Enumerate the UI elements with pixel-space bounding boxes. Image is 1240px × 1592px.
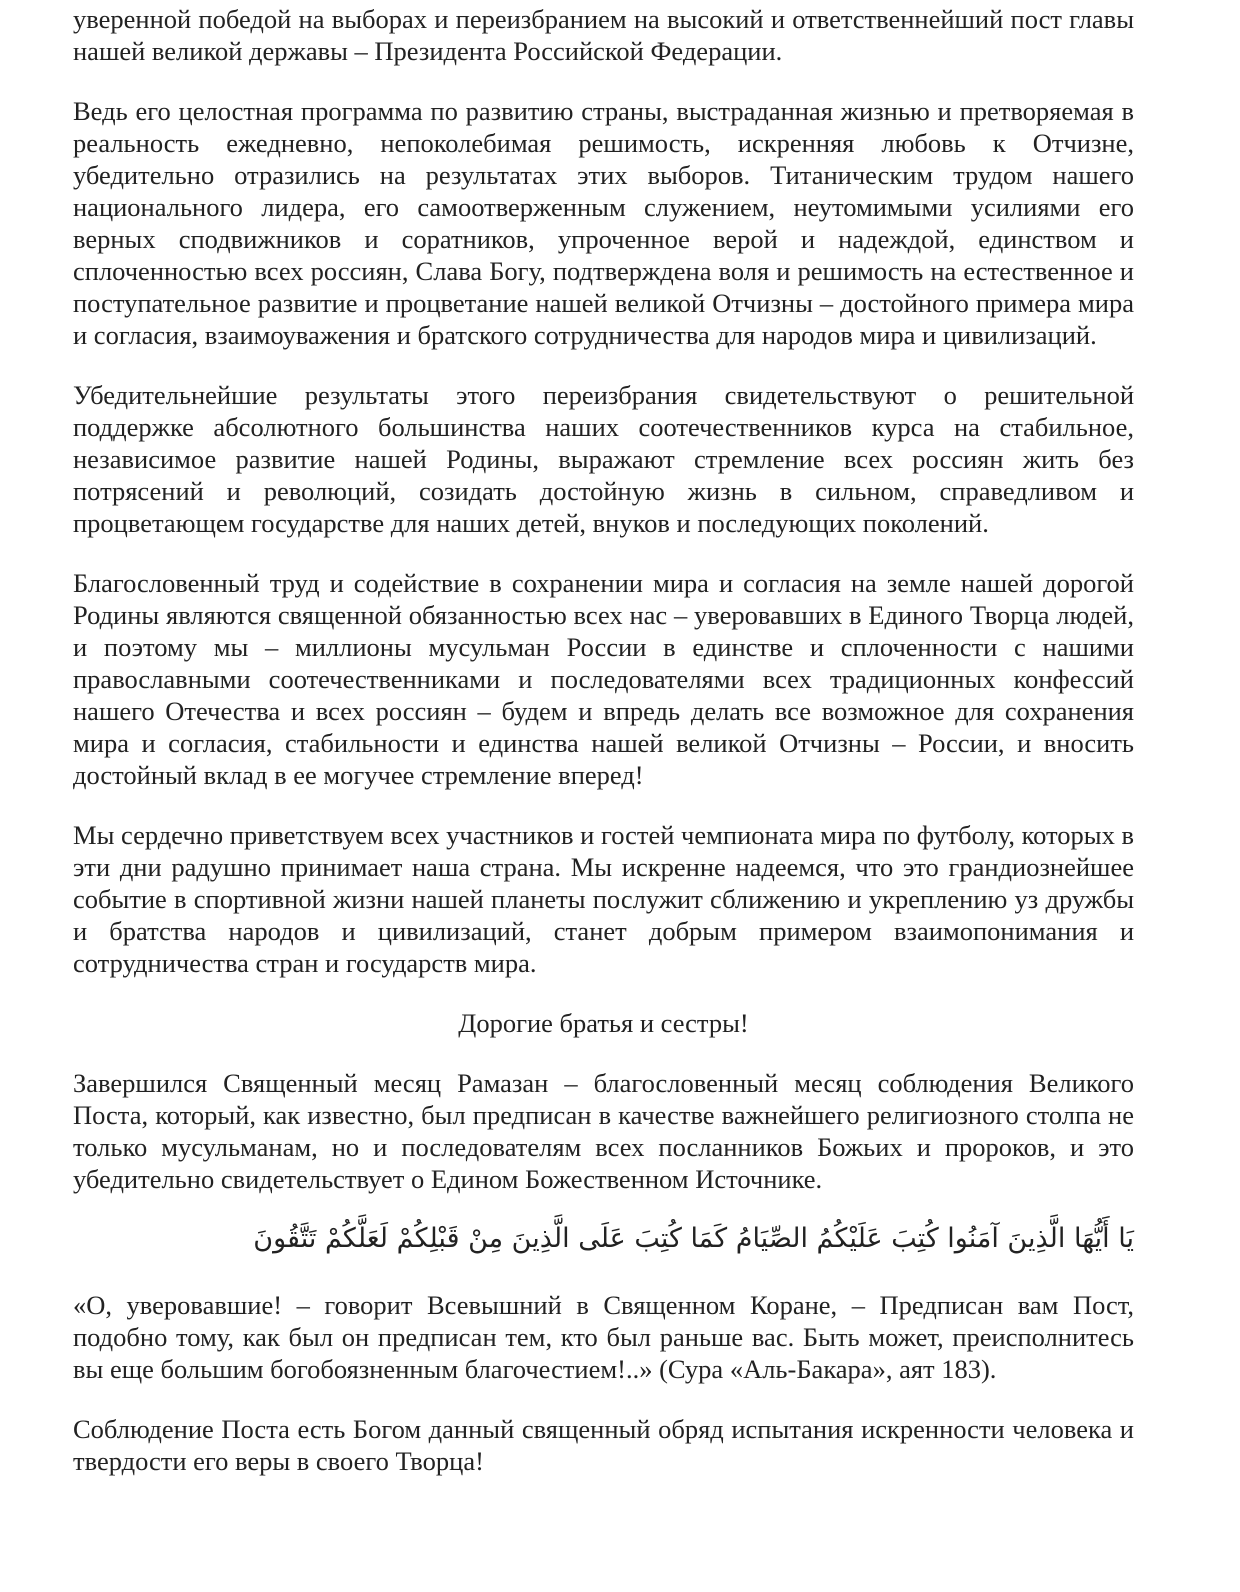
paragraph-reelection-results: Убедительнейшие результаты этого переизбрания свидетельствуют о решительной поддержке абсолютного большинства наших соотечественников курса на стабильное, независимое развитие нашей Родины, выражают стремление всех россиян жить без потрясений и революций, созидать достойную жизнь в сильном, справедливом и процветающем государстве для наших детей, внуков и последующих поколений.: [73, 380, 1134, 538]
paragraph-verse-translation: «О, уверовавшие! – говорит Всевышний в Священном Коране, – Предписан вам Пост, подобно тому, как был он предписан тем, кто был раньше вас. Быть может, преисполнитесь вы еще большим богобоязненным благочестием!..» (Сура «Аль-Бакара», аят 183).: [73, 1290, 1134, 1384]
paragraph-fasting-rite: Соблюдение Поста есть Богом данный священный обряд испытания искренности человека и твердости его веры в своего Творца!: [73, 1414, 1134, 1476]
quran-verse-arabic: يَا أَيُّهَا الَّذِينَ آمَنُوا كُتِبَ عَلَيْكُمُ الصِّيَامُ كَمَا كُتِبَ عَلَى الَّذِينَ مِنْ قَبْلِكُمْ لَعَلَّكُمْ تَتَّقُونَ: [253, 1223, 1134, 1254]
paragraph-ramadan-ended: Завершился Священный месяц Рамазан – благословенный месяц соблюдения Великого Поста, который, как известно, был предписан в качестве важнейшего религиозного столпа не только мусульманам, но и последователям всех посланников Божьих и пророков, и это убедительно свидетельствует о Едином Божественном Источнике.: [73, 1068, 1134, 1194]
paragraph-program-development: Ведь его целостная программа по развитию страны, выстраданная жизнью и претворяемая в реальность ежедневно, непоколебимая решимость, искренняя любовь к Отчизне, убедительно отразились на результатах этих выборов. Титаническим трудом нашего национального лидера, его самоотверженным служением, неутомимыми усилиями его верных сподвижников и соратников, упроченное верой и надеждой, единством и сплоченностью всех россиян, Слава Богу, подтверждена воля и решимость на естественное и поступательное развитие и процветание нашей великой Отчизны – достойного примера мира и согласия, взаимоуважения и братского сотрудничества для народов мира и цивилизаций.: [73, 96, 1134, 350]
paragraph-election-victory: уверенной победой на выборах и переизбранием на высокий и ответственнейший пост главы нашей великой державы – Президента Российской Федерации.: [73, 4, 1134, 66]
paragraph-peace-and-harmony: Благословенный труд и содействие в сохранении мира и согласия на земле нашей дорогой Родины являются священной обязанностью всех нас – уверовавших в Единого Творца людей, и поэтому мы – миллионы мусульман России в единстве и сплоченности с нашими православными соотечественниками и последователями всех традиционных конфессий нашего Отечества и всех россиян – будем и впредь делать все возможное для сохранения мира и согласия, стабильности и единства нашей великой Отчизны – России, и вносить достойный вклад в ее могучее стремление вперед!: [73, 568, 1134, 790]
salutation-heading: Дорогие братья и сестры!: [458, 1008, 749, 1038]
paragraph-world-cup-greeting: Мы сердечно приветствуем всех участников и гостей чемпионата мира по футболу, которых в эти дни радушно принимает наша страна. Мы искренне надеемся, что это грандиознейшее событие в спортивной жизни нашей планеты послужит сближению и укреплению уз дружбы и братства народов и цивилизаций, станет добрым примером взаимопонимания и сотрудничества стран и государств мира.: [73, 820, 1134, 978]
document-page: [73, 0, 1134, 1505]
